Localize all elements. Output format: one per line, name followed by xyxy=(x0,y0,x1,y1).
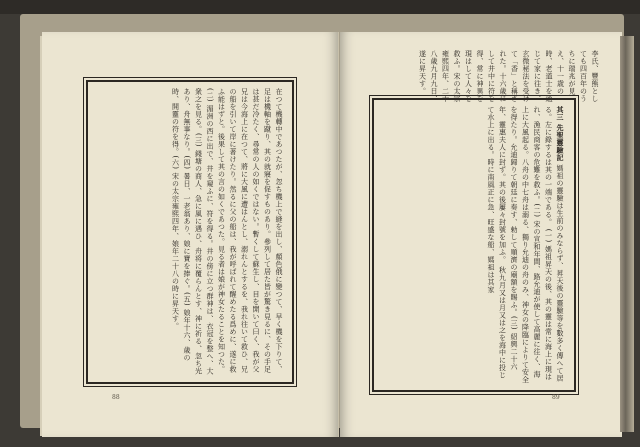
section-title: 其三 先聖靈驗記 xyxy=(556,106,565,162)
right-page-footer-line: 秋九月又は月又は之を海中に投じて水上に出る。時に南風正に急、旺盛な船、媽祖は其家 xyxy=(487,106,507,379)
left-text-frame xyxy=(86,80,294,384)
right-text-frame xyxy=(372,98,576,392)
left-page-number: 88 xyxy=(112,394,120,401)
right-page-edges xyxy=(620,36,634,432)
right-page-intro: 李氏、豐熊としても四百年のうちに瑞兆が見え、十一歳の時、老道士を通じて家に往き、玄微秘法を受けて「香」と稱された。十六歳にして井中に符を得、常に神異を現はして人々を救ふ。宋の太宗雍熙四年、二十八歳九月九日、遂に昇天す。 xyxy=(418,50,599,103)
left-page-body: 在つて機轉中であつたが、忽ち機上で縫を出し、顏色俄に變つて、早く機を下りて、足は機軸を蹴り、其の就寢を促すものあり。參列して居た皆が驚き見るに、その手足は甚だ冷たく、尋常の人の如くではない。暫くして蘇生し、目を開いて曰く、我が父兄は今海上に在つて、將に大風に遭はんとし、溺れんとするを、我れ往いて救ひ、兄の船を引いて岸に著けたり。然るに父の船は、我が呼ばれて醒めたる爲めに、遂に救ふ能はずと。後果して其の言の如くであつた。見る者は娘が神女たることを知つた。(二) 湄洲の西に出で、井を窺ふに、符を得る。井の傍に立つ群神は、衣冠を整へ、大衆之を見る。(三) 錢塘の商人、急に風に遇ひ、舟将に覆らんとす、神に祈る、忽ち光あり、舟無事なり。(四) 暑日、一老翁あり、娘に寶を捧ぐ。(五) 娘年十六、歳の時、開靈の符を得。(六) 宋の太宗雍熙四年、娘年二十八の時に昇天す。 xyxy=(171,88,283,375)
section-note: 媽祖の靈驗は生前のみならず、昇天後の靈驗等を數多く傳へて居る。左に錄するは其の一端である。 xyxy=(544,106,564,382)
left-page xyxy=(42,32,339,437)
right-page-body: (一) 媽祖昇天の後、其の靈は常に海上に現はれ、漁民商客の危難を救ふ。(二) 宋の宣和年間、路允迪が使して高麗に往く、海上に大風起る。八舟の中七舟は溺る、獨り允迪の舟のみ、神女の降臨によりて安全を得たり。允迪歸りて朝廷に奏す、勅して順濟の廟額を賜ふ。(三) 紹興二十六年、靈惠夫人に封ず。其の後屢々封號を加ふ。 xyxy=(498,106,553,384)
right-section xyxy=(382,106,566,384)
right-page xyxy=(340,32,622,437)
open-book xyxy=(20,14,624,428)
right-page-number: 89 xyxy=(552,394,560,401)
desk-background xyxy=(0,0,640,14)
